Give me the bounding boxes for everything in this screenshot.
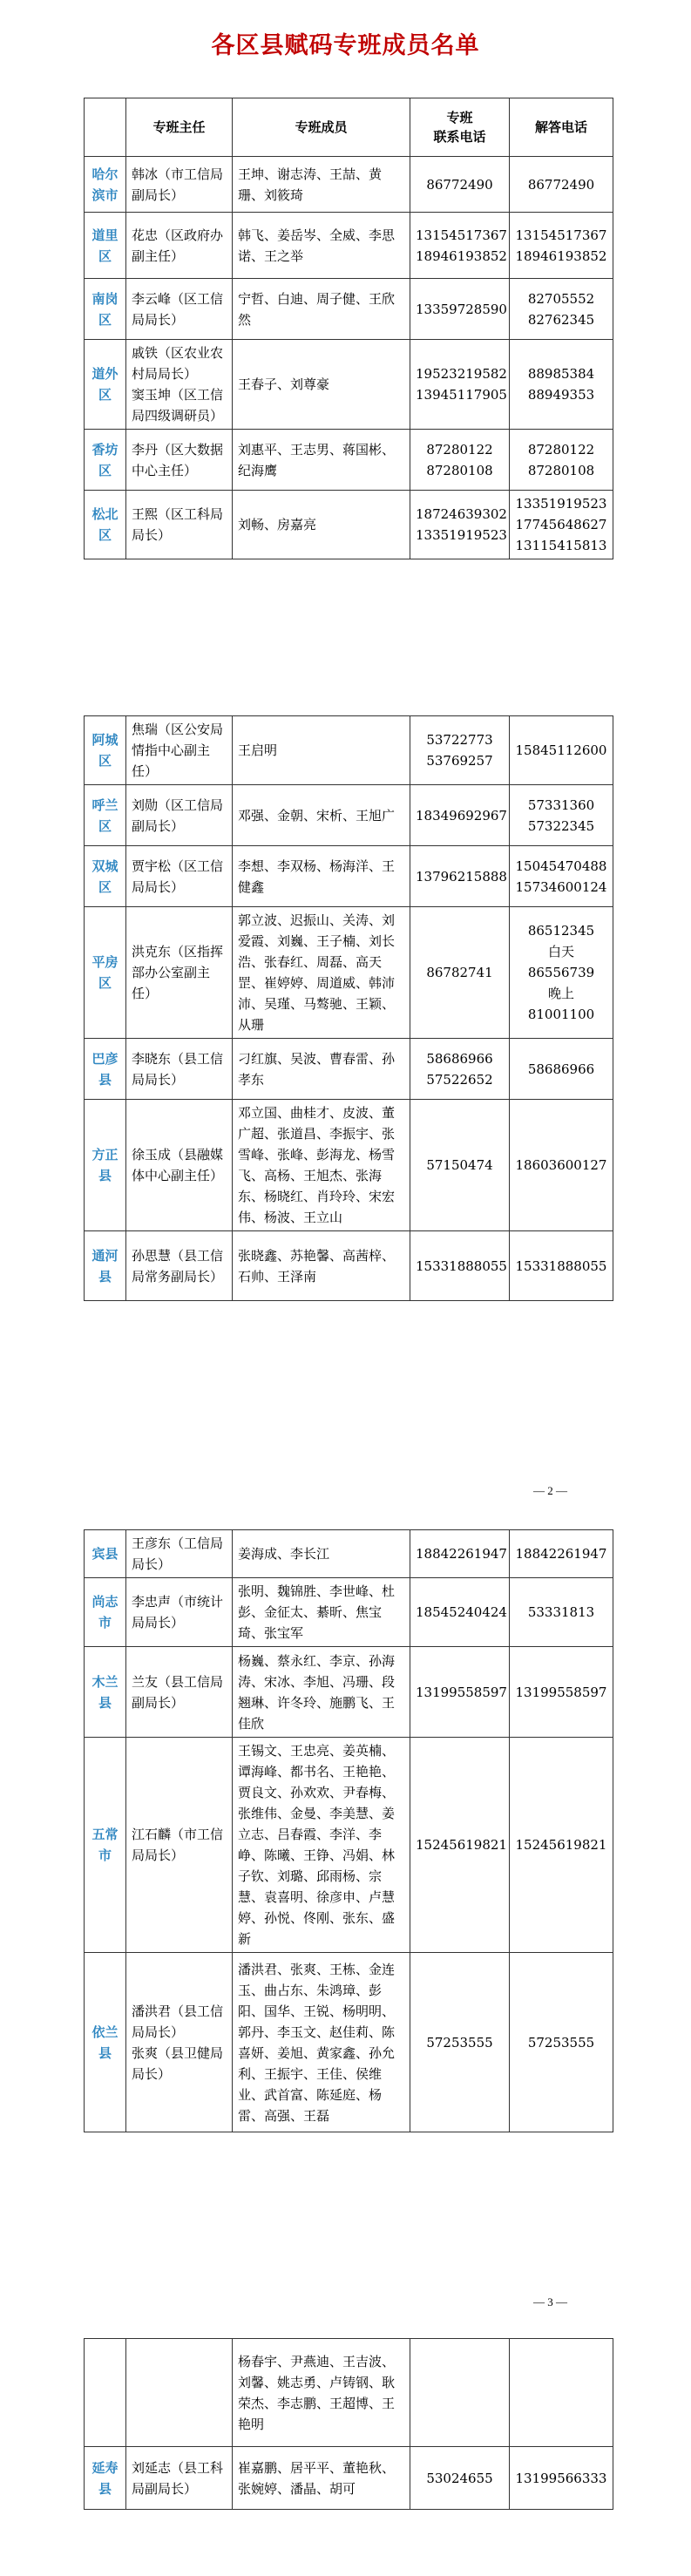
contact-phone-cell: 57253555 bbox=[410, 1953, 510, 2132]
table-row bbox=[85, 2339, 613, 2447]
members-cell: 杨巍、蔡永红、李京、孙海涛、宋冰、李旭、冯珊、段翘琳、许冬玲、施鹏飞、王佳欣 bbox=[233, 1647, 410, 1738]
district-name: 五常市 bbox=[85, 1738, 126, 1953]
answer-phone-cell: 58686966 bbox=[510, 1039, 613, 1100]
director-cell: 焦瑞（区公安局情指中心副主任） bbox=[126, 716, 233, 785]
page-number-3: — 3 — bbox=[533, 2295, 567, 2308]
header-answer-phone: 解答电话 bbox=[510, 98, 613, 157]
director-cell: 李晓东（县工信局局长） bbox=[126, 1039, 233, 1100]
members-cell: 刁红旗、吴波、曹春雷、孙孝东 bbox=[233, 1039, 410, 1100]
district-name: 阿城区 bbox=[85, 716, 126, 785]
answer-phone-cell: 13154517367 18946193852 bbox=[510, 213, 613, 279]
table-row bbox=[85, 785, 613, 846]
answer-phone-cell: 57253555 bbox=[510, 1953, 613, 2132]
page-number-2: — 2 — bbox=[533, 1484, 567, 1497]
roster-table-page-3 bbox=[84, 1529, 613, 2132]
district-name: 道里区 bbox=[85, 213, 126, 279]
district-name bbox=[85, 2339, 126, 2447]
director-cell: 李忠声（市统计局局长） bbox=[126, 1578, 233, 1647]
members-cell: 崔嘉鹏、居平平、董艳秋、张婉婷、潘晶、胡可 bbox=[233, 2447, 410, 2510]
table-row bbox=[85, 1578, 613, 1647]
table-row bbox=[85, 213, 613, 279]
district-name: 依兰县 bbox=[85, 1953, 126, 2132]
director-cell: 刘勋（区工信局副局长） bbox=[126, 785, 233, 846]
table-row bbox=[85, 340, 613, 430]
director-cell: 江石麟（市工信局局长） bbox=[126, 1738, 233, 1953]
contact-phone-cell: 18724639302 13351919523 bbox=[410, 491, 510, 559]
director-cell: 洪克东（区指挥部办公室副主任） bbox=[126, 907, 233, 1039]
answer-phone-cell: 57331360 57322345 bbox=[510, 785, 613, 846]
answer-phone-cell: 18603600127 bbox=[510, 1100, 613, 1231]
contact-phone-cell: 13154517367 18946193852 bbox=[410, 213, 510, 279]
director-cell: 孙思慧（县工信局常务副局长） bbox=[126, 1231, 233, 1301]
answer-phone-cell: 15245619821 bbox=[510, 1738, 613, 1953]
answer-phone-cell: 15331888055 bbox=[510, 1231, 613, 1301]
members-cell: 韩飞、姜岳岑、全威、李思诺、王之举 bbox=[233, 213, 410, 279]
table-row bbox=[85, 1039, 613, 1100]
contact-phone-cell: 86782741 bbox=[410, 907, 510, 1039]
district-name: 道外区 bbox=[85, 340, 126, 430]
district-name: 尚志市 bbox=[85, 1578, 126, 1647]
table-row bbox=[85, 1738, 613, 1953]
district-name: 延寿县 bbox=[85, 2447, 126, 2510]
director-cell bbox=[126, 2339, 233, 2447]
district-name: 通河县 bbox=[85, 1231, 126, 1301]
roster-table-page-1 bbox=[84, 98, 613, 559]
table-row bbox=[85, 716, 613, 785]
answer-phone-cell: 82705552 82762345 bbox=[510, 279, 613, 340]
district-name: 呼兰区 bbox=[85, 785, 126, 846]
district-name: 哈尔滨市 bbox=[85, 157, 126, 213]
answer-phone-cell: 53331813 bbox=[510, 1578, 613, 1647]
director-cell: 贾宇松（区工信局局长） bbox=[126, 846, 233, 907]
contact-phone-cell: 13199558597 bbox=[410, 1647, 510, 1738]
table-row bbox=[85, 430, 613, 491]
table-row bbox=[85, 1953, 613, 2132]
table-row bbox=[85, 907, 613, 1039]
members-cell: 张晓鑫、苏艳馨、高茜梓、石帅、王泽南 bbox=[233, 1231, 410, 1301]
table-row bbox=[85, 1100, 613, 1231]
contact-phone-cell: 86772490 bbox=[410, 157, 510, 213]
members-cell: 王坤、谢志涛、王喆、黄珊、刘筱琦 bbox=[233, 157, 410, 213]
director-cell: 徐玉成（县融媒体中心副主任） bbox=[126, 1100, 233, 1231]
district-name: 香坊区 bbox=[85, 430, 126, 491]
answer-phone-cell: 86772490 bbox=[510, 157, 613, 213]
members-cell: 姜海成、李长江 bbox=[233, 1530, 410, 1578]
header-contact-phone bbox=[410, 98, 510, 157]
roster-table-page-2 bbox=[84, 715, 613, 1301]
director-cell: 刘延志（县工科局副局长） bbox=[126, 2447, 233, 2510]
contact-phone-cell: 15245619821 bbox=[410, 1738, 510, 1953]
contact-phone-cell: 18545240424 bbox=[410, 1578, 510, 1647]
contact-phone-cell: 13359728590 bbox=[410, 279, 510, 340]
roster-table-page-4 bbox=[84, 2338, 613, 2510]
members-cell: 邓强、金朝、宋析、王旭广 bbox=[233, 785, 410, 846]
director-cell: 戚铁（区农业农村局局长） 窦玉坤（区工信局四级调研员） bbox=[126, 340, 233, 430]
contact-phone-cell: 18842261947 bbox=[410, 1530, 510, 1578]
members-cell: 郭立波、迟振山、关涛、刘爱霞、刘巍、王子楠、刘长浩、张春红、周磊、高天罡、崔婷婷、周道威、韩沛沛、吴瑾、马骜驰、王颖、从珊 bbox=[233, 907, 410, 1039]
contact-phone-cell: 18349692967 bbox=[410, 785, 510, 846]
contact-phone-cell: 53024655 bbox=[410, 2447, 510, 2510]
members-cell: 张明、魏锦胜、李世峰、杜彭、金征太、綦昕、焦宝琦、张宝军 bbox=[233, 1578, 410, 1647]
director-cell: 潘洪君（县工信局局长） 张爽（县卫健局局长） bbox=[126, 1953, 233, 2132]
contact-phone-cell: 13796215888 bbox=[410, 846, 510, 907]
page-title: 各区县赋码专班成员名单 bbox=[211, 32, 480, 59]
members-cell: 宁哲、白迪、周子健、王欣然 bbox=[233, 279, 410, 340]
contact-phone-cell: 19523219582 13945117905 bbox=[410, 340, 510, 430]
table-row bbox=[85, 1647, 613, 1738]
members-cell: 潘洪君、张爽、王栋、金连玉、曲占东、朱鸿璋、彭阳、国华、王锐、杨明明、郭丹、李玉文、赵佳莉、陈喜妍、姜旭、黄家鑫、孙允利、王振宇、王佳、侯维业、武首富、陈延庭、杨雷、高强、王磊 bbox=[233, 1953, 410, 2132]
members-cell: 王锡文、王忠亮、姜英楠、谭海峰、都书名、王艳艳、贾良文、孙欢欢、尹春梅、张维伟、金曼、李美慧、姜立志、吕春霞、李洋、李峥、陈曦、王铮、冯娟、林子钦、刘璐、邱雨杨、宗慧、袁喜明、徐彦申、卢慧婷、孙悦、佟刚、张东、盛新 bbox=[233, 1738, 410, 1953]
answer-phone-cell: 15045470488 15734600124 bbox=[510, 846, 613, 907]
table-row bbox=[85, 279, 613, 340]
director-cell: 花忠（区政府办副主任） bbox=[126, 213, 233, 279]
members-cell: 刘畅、房嘉亮 bbox=[233, 491, 410, 559]
contact-phone-cell: 53722773 53769257 bbox=[410, 716, 510, 785]
members-cell: 李想、李双杨、杨海洋、王健鑫 bbox=[233, 846, 410, 907]
district-name: 松北区 bbox=[85, 491, 126, 559]
contact-phone-cell: 58686966 57522652 bbox=[410, 1039, 510, 1100]
director-cell: 王彦东（工信局局长） bbox=[126, 1530, 233, 1578]
director-cell: 李云峰（区工信局局长） bbox=[126, 279, 233, 340]
director-cell: 兰友（县工信局副局长） bbox=[126, 1647, 233, 1738]
contact-phone-cell: 57150474 bbox=[410, 1100, 510, 1231]
table-header-row bbox=[85, 98, 613, 157]
table-row bbox=[85, 846, 613, 907]
table-row bbox=[85, 1231, 613, 1301]
district-name: 木兰县 bbox=[85, 1647, 126, 1738]
answer-phone-cell: 18842261947 bbox=[510, 1530, 613, 1578]
header-members: 专班成员 bbox=[233, 98, 410, 157]
table-row bbox=[85, 2447, 613, 2510]
answer-phone-cell: 15845112600 bbox=[510, 716, 613, 785]
contact-phone-cell bbox=[410, 2339, 510, 2447]
district-name: 南岗区 bbox=[85, 279, 126, 340]
members-cell: 刘惠平、王志男、蒋国彬、纪海鹰 bbox=[233, 430, 410, 491]
answer-phone-cell: 13199566333 bbox=[510, 2447, 613, 2510]
director-cell: 王熙（区工科局局长） bbox=[126, 491, 233, 559]
contact-phone-cell: 15331888055 bbox=[410, 1231, 510, 1301]
district-name: 双城区 bbox=[85, 846, 126, 907]
district-name: 方正县 bbox=[85, 1100, 126, 1231]
district-name: 宾县 bbox=[85, 1530, 126, 1578]
director-cell: 李丹（区大数据中心主任） bbox=[126, 430, 233, 491]
contact-phone-cell: 87280122 87280108 bbox=[410, 430, 510, 491]
answer-phone-cell: 13199558597 bbox=[510, 1647, 613, 1738]
members-cell: 邓立国、曲桂才、皮波、董广超、张道昌、李振宇、张雪峰、张峰、彭海龙、杨雪飞、高杨、王旭杰、张海东、杨晓红、肖玲玲、宋宏伟、杨波、王立山 bbox=[233, 1100, 410, 1231]
table-row bbox=[85, 491, 613, 559]
members-cell: 王春子、刘尊豪 bbox=[233, 340, 410, 430]
header-contact-phone-label: 专班 联系电话 bbox=[433, 110, 486, 145]
header-director: 专班主任 bbox=[126, 98, 233, 157]
answer-phone-cell: 88985384 88949353 bbox=[510, 340, 613, 430]
members-cell: 王启明 bbox=[233, 716, 410, 785]
members-cell: 杨春宇、尹燕迪、王吉波、刘馨、姚志勇、卢铸钢、耿荣杰、李志鹏、王超博、王艳明 bbox=[233, 2339, 410, 2447]
district-name: 巴彦县 bbox=[85, 1039, 126, 1100]
answer-phone-cell: 87280122 87280108 bbox=[510, 430, 613, 491]
answer-phone-cell: 13351919523 17745648627 13115415813 bbox=[510, 491, 613, 559]
table-row bbox=[85, 1530, 613, 1578]
header-district bbox=[85, 98, 126, 157]
director-cell: 韩冰（市工信局副局长） bbox=[126, 157, 233, 213]
table-row bbox=[85, 157, 613, 213]
district-name: 平房区 bbox=[85, 907, 126, 1039]
answer-phone-cell bbox=[510, 2339, 613, 2447]
answer-phone-cell: 86512345 白天 86556739 晚上 81001100 bbox=[510, 907, 613, 1039]
